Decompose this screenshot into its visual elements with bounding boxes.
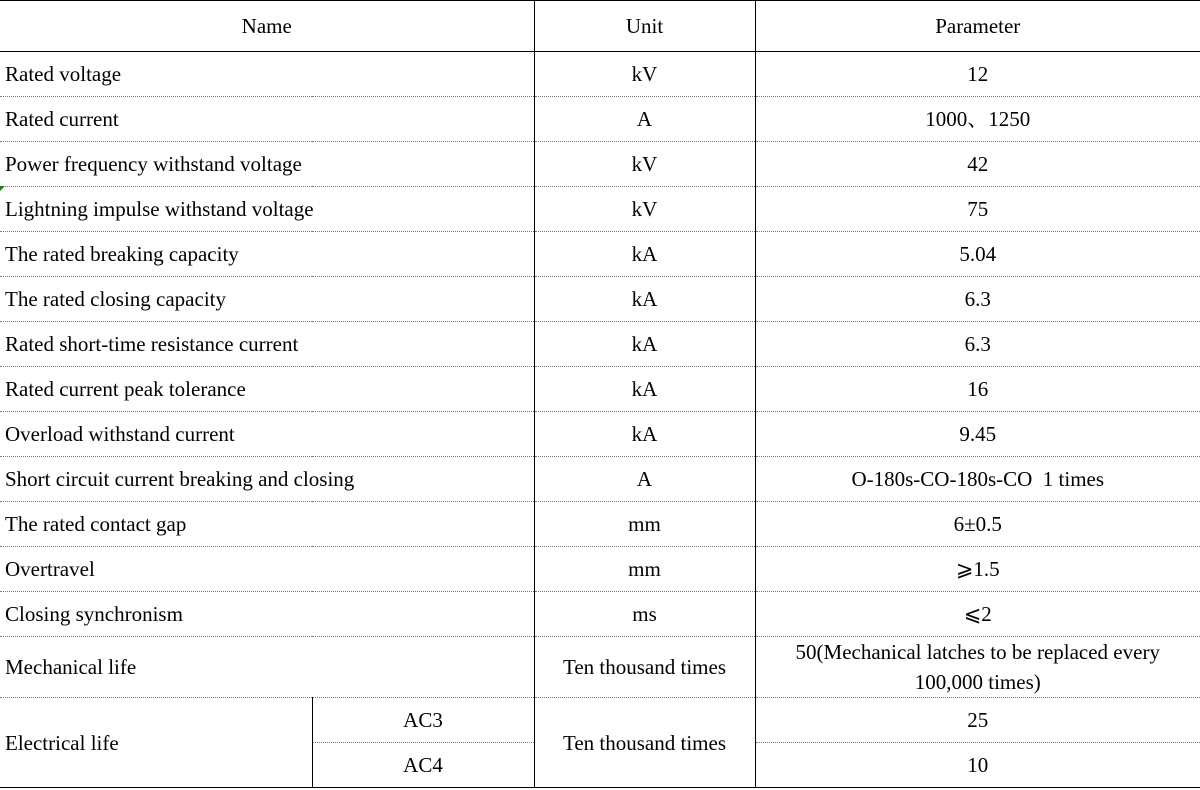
row-name: Rated short-time resistance current (0, 322, 534, 367)
electrical-life-sub-label: AC4 (312, 743, 534, 788)
row-unit: kV (534, 52, 755, 97)
row-parameter: 12 (755, 52, 1200, 97)
row-unit: kA (534, 367, 755, 412)
table-row (0, 637, 1200, 698)
row-unit: mm (534, 547, 755, 592)
row-name: Lightning impulse withstand voltage (0, 187, 534, 232)
row-parameter: 5.04 (755, 232, 1200, 277)
row-parameter: 50(Mechanical latches to be replaced every 100,000 times) (755, 637, 1200, 698)
row-name: The rated breaking capacity (0, 232, 534, 277)
table-row (0, 502, 1200, 547)
table-row (0, 457, 1200, 502)
row-name: Mechanical life (0, 637, 534, 698)
row-parameter: 6±0.5 (755, 502, 1200, 547)
row-unit: kA (534, 277, 755, 322)
table-row (0, 232, 1200, 277)
row-parameter: 75 (755, 187, 1200, 232)
header-parameter: Parameter (755, 1, 1200, 52)
row-unit: kA (534, 322, 755, 367)
row-name: The rated contact gap (0, 502, 534, 547)
table-row (0, 698, 1200, 743)
table-header-row (0, 1, 1200, 52)
row-unit: A (534, 457, 755, 502)
electrical-life-unit: Ten thousand times (534, 698, 755, 788)
row-name: Overload withstand current (0, 412, 534, 457)
row-parameter: 6.3 (755, 277, 1200, 322)
row-unit: mm (534, 502, 755, 547)
row-parameter: ⩽2 (755, 592, 1200, 637)
row-unit: ms (534, 592, 755, 637)
table-row (0, 52, 1200, 97)
table-row (0, 412, 1200, 457)
table-row (0, 322, 1200, 367)
row-unit: kA (534, 232, 755, 277)
row-name: Rated current peak tolerance (0, 367, 534, 412)
electrical-life-name: Electrical life (0, 698, 312, 788)
table-row (0, 97, 1200, 142)
row-name: Short circuit current breaking and closing (0, 457, 534, 502)
row-parameter: 9.45 (755, 412, 1200, 457)
row-unit: Ten thousand times (534, 637, 755, 698)
row-unit: kV (534, 142, 755, 187)
row-name: Rated current (0, 97, 534, 142)
row-parameter: 1000、1250 (755, 97, 1200, 142)
row-parameter: 6.3 (755, 322, 1200, 367)
header-name: Name (0, 1, 534, 52)
table-row (0, 547, 1200, 592)
row-parameter: 42 (755, 142, 1200, 187)
row-unit: A (534, 97, 755, 142)
row-unit: kV (534, 187, 755, 232)
header-unit: Unit (534, 1, 755, 52)
electrical-life-sub-parameter: 25 (755, 698, 1200, 743)
table-row (0, 142, 1200, 187)
cell-marker (0, 186, 5, 191)
table-row (0, 187, 1200, 232)
row-name: Power frequency withstand voltage (0, 142, 534, 187)
table-row (0, 592, 1200, 637)
row-unit: kA (534, 412, 755, 457)
row-name: The rated closing capacity (0, 277, 534, 322)
table-row (0, 277, 1200, 322)
electrical-life-sub-parameter: 10 (755, 743, 1200, 788)
row-parameter: 16 (755, 367, 1200, 412)
electrical-life-sub-label: AC3 (312, 698, 534, 743)
row-name: Rated voltage (0, 52, 534, 97)
row-name: Overtravel (0, 547, 534, 592)
table-row (0, 367, 1200, 412)
row-parameter: O-180s-CO-180s-CO 1 times (755, 457, 1200, 502)
row-parameter: ⩾1.5 (755, 547, 1200, 592)
row-name: Closing synchronism (0, 592, 534, 637)
